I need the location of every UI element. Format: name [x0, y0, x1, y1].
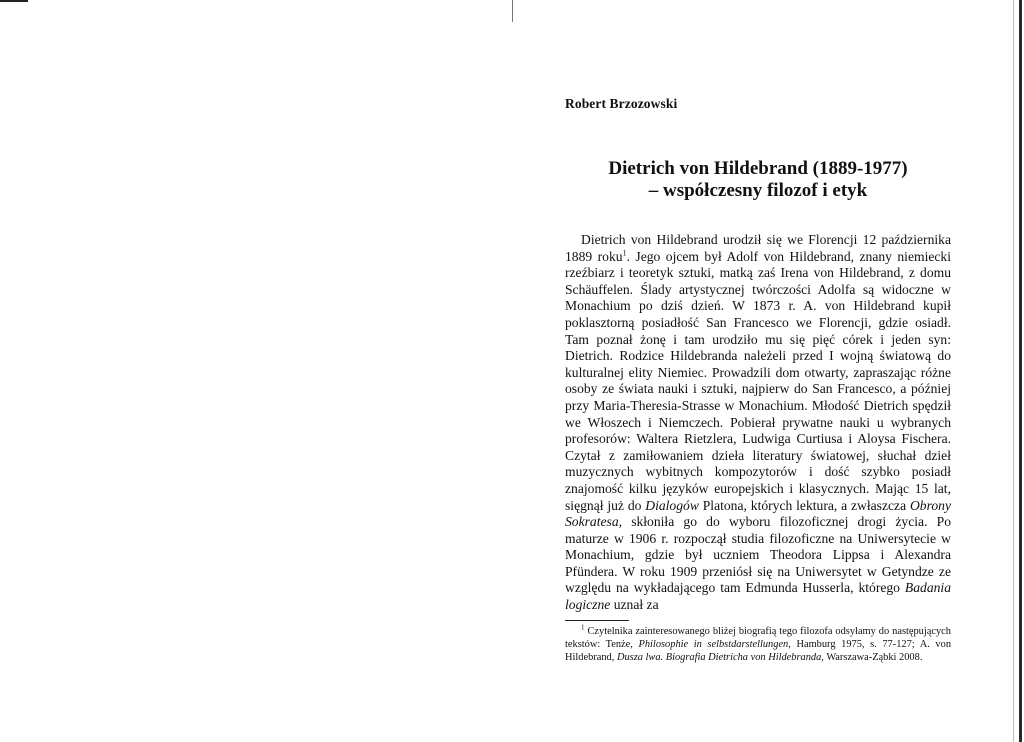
article-title-line-2: – współczesny filozof i etyk: [648, 180, 868, 201]
body-text-segment: Dietrich von Hildebrand urodził się we Florencji 12 października 1889 roku: [565, 232, 951, 264]
body-text-segment: skłoniła go do wyboru filozoficznej drogi życia. Po maturze w 1906 r. rozpoczął studia filozoficzne na Uniwersytecie w Monachium, gdzie był uczniem Theodora Lippsa i Alexandra Pfündera. W roku 1909 przeniósł się na Uniwersytet w Getyndze ze względu na wykładającego tam Edmunda Husserla, którego: [565, 514, 951, 596]
footnote-number: 1: [581, 623, 585, 632]
italic-title-logical-investigations: Badania logiczne: [565, 580, 951, 613]
italic-title-apology: Obrony Sokratesa,: [565, 497, 951, 530]
article-title: [565, 158, 951, 202]
scan-page-border: [1019, 0, 1022, 742]
footnote-italic-title-2: Dusza lwa. Biografia Dietricha von Hildebranda,: [616, 651, 824, 663]
italic-title-dialogues: Dialogów: [645, 497, 699, 513]
body-text-segment: uznał za: [610, 597, 659, 613]
scan-page-edge: [1013, 0, 1014, 742]
footnote-reference: 1: [622, 248, 627, 258]
author-name: Robert Brzozowski: [565, 96, 678, 111]
body-text-segment: . Jego ojcem był Adolf von Hildebrand, znany niemiecki rzeźbiarz i teoretyk sztuki, matką zaś Irena von Hildebrand, z domu Schäuffelen. Ślady artystycznej twórczości Adolfa są widoczne w Monachium po dziś dzień. W 1873 r. A. von Hildebrand kupił poklasztorną posiadłość San Francesco we Florencji, gdzie osiadł. Tam poznał żonę i tam urodziło mu się pięć córek i jeden syn: Dietrich. Rodzice Hildebranda należeli przed I wojną światową do kulturalnej elity Niemiec. Prowadzili dom otwarty, zapraszając różne osoby ze świata nauki i sztuki, najpierw do San Francesco, a później przy Maria-Theresia-Strasse w Monachium. Młodość Dietrich spędził we Włoszech i Niemczech. Pobierał prywatne nauki u wybranych profesorów: Waltera Rietzlera, Ludwiga Curtiusa i Aloysa Fischera. Czytał z zamiłowaniem dzieła literatury światowej, słuchał dzieł muzycznych wybitnych kompozytorów i dość szybko posiadł znajomość kilku języków europejskich i klasycznych. Mając 15 lat, sięgnął już do: [565, 248, 951, 513]
document-page: [565, 96, 951, 664]
footnote-italic-title-1: Philosophie in selbstdarstellungen,: [638, 638, 791, 650]
footnote-text-segment: Czytelnika zainteresowanego bliżej biografią tego filozofa odsyłamy do następujących tekstów: Tenże,: [565, 625, 951, 650]
footnote-text-segment: Hamburg 1975, s. 77-127; A. von Hildebrand,: [565, 638, 952, 663]
scan-gutter-mark: [512, 0, 513, 22]
footnote-divider: [565, 620, 629, 621]
footnote: [565, 625, 951, 664]
scan-edge-mark: [0, 0, 28, 2]
footnote-text-segment: Warszawa-Ząbki 2008.: [823, 651, 923, 663]
body-paragraph: [565, 232, 951, 614]
article-title-line-1: Dietrich von Hildebrand (1889-1977): [608, 158, 908, 179]
body-text-segment: Platona, których lektura, a zwłaszcza: [698, 497, 910, 513]
